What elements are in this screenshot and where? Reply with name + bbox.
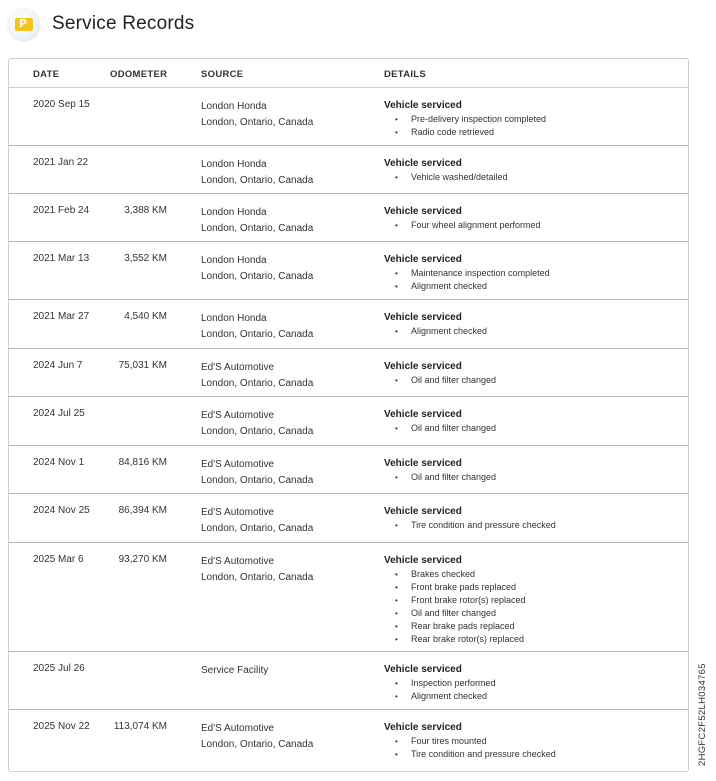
cell-source (201, 99, 313, 131)
table-row (9, 194, 688, 242)
cell-source (201, 408, 313, 440)
cell-source (201, 505, 313, 537)
details-list (384, 113, 546, 139)
details-heading: Vehicle serviced (384, 555, 462, 566)
cell-date: 2024 Nov 1 (33, 457, 85, 468)
details-item: • Inspection performed (384, 677, 496, 690)
header-date: DATE (33, 69, 60, 80)
details-heading: Vehicle serviced (384, 458, 462, 469)
source-name: London Honda (201, 101, 267, 112)
source-name: Ed'S Automotive (201, 507, 275, 518)
cell-odometer: 84,816 KM (118, 457, 167, 468)
details-item: • Oil and filter changed (384, 607, 526, 620)
details-heading: Vehicle serviced (384, 158, 462, 169)
details-item: • Front brake rotor(s) replaced (384, 594, 526, 607)
cell-date: 2024 Jun 7 (33, 360, 83, 371)
details-heading: Vehicle serviced (384, 312, 462, 323)
cell-details (384, 505, 556, 532)
details-item: • Tire condition and pressure checked (384, 748, 556, 761)
details-heading: Vehicle serviced (384, 206, 462, 217)
source-location: London, Ontario, Canada (201, 426, 314, 437)
details-list (384, 267, 550, 293)
details-heading: Vehicle serviced (384, 409, 462, 420)
cell-date: 2025 Nov 22 (33, 721, 90, 732)
source-name: Ed'S Automotive (201, 362, 275, 373)
details-heading: Vehicle serviced (384, 506, 462, 517)
details-list (384, 171, 508, 184)
details-item: • Front brake pads replaced (384, 581, 526, 594)
details-item: • Oil and filter changed (384, 422, 496, 435)
cell-details (384, 253, 550, 293)
cell-details (384, 457, 496, 484)
cell-odometer: 113,074 KM (113, 721, 167, 732)
details-list (384, 735, 556, 761)
details-item: • Alignment checked (384, 690, 496, 703)
cell-source (201, 205, 313, 237)
table-row (9, 397, 688, 446)
details-list (384, 677, 496, 703)
details-item: • Tire condition and pressure checked (384, 519, 556, 532)
cell-source (201, 311, 313, 343)
details-heading: Vehicle serviced (384, 361, 462, 372)
cell-details (384, 157, 508, 184)
cell-source (201, 253, 313, 285)
table-row (9, 494, 688, 543)
details-item: • Rear brake rotor(s) replaced (384, 633, 526, 646)
details-list (384, 422, 496, 435)
table-row (9, 349, 688, 397)
details-heading: Vehicle serviced (384, 722, 462, 733)
details-heading: Vehicle serviced (384, 664, 462, 675)
details-list (384, 519, 556, 532)
cell-odometer: 93,270 KM (118, 554, 167, 565)
cell-details (384, 99, 546, 139)
source-location: London, Ontario, Canada (201, 175, 314, 186)
details-item: • Alignment checked (384, 280, 550, 293)
page-header (8, 6, 194, 42)
source-name: Service Facility (201, 665, 269, 676)
cell-odometer: 4,540 KM (124, 311, 167, 322)
table-row (9, 446, 688, 494)
source-name: London Honda (201, 313, 267, 324)
cell-details (384, 360, 496, 387)
header-source: SOURCE (201, 69, 244, 80)
cell-odometer: 3,552 KM (124, 253, 167, 264)
table-row (9, 652, 688, 710)
cell-details (384, 721, 556, 761)
details-list (384, 471, 496, 484)
details-item: • Oil and filter changed (384, 374, 496, 387)
cell-details (384, 554, 526, 646)
source-location: London, Ontario, Canada (201, 739, 314, 750)
details-heading: Vehicle serviced (384, 254, 462, 265)
cell-date: 2021 Jan 22 (33, 157, 89, 168)
cell-date: 2025 Mar 6 (33, 554, 84, 565)
vin-label: 2HGFC2F52LH034765 (697, 663, 708, 766)
cell-date: 2020 Sep 15 (33, 99, 90, 110)
source-name: Ed'S Automotive (201, 459, 275, 470)
details-item: • Alignment checked (384, 325, 487, 338)
table-row (9, 710, 688, 772)
cell-source (201, 457, 313, 489)
table-row (9, 242, 688, 300)
app-logo-icon (8, 8, 40, 40)
cell-details (384, 408, 496, 435)
cell-odometer: 3,388 KM (124, 205, 167, 216)
details-item: • Oil and filter changed (384, 471, 496, 484)
details-item: • Pre-delivery inspection completed (384, 113, 546, 126)
details-list (384, 325, 487, 338)
cell-date: 2021 Mar 27 (33, 311, 90, 322)
cell-details (384, 663, 496, 703)
cell-source (201, 157, 313, 189)
cell-date: 2024 Nov 25 (33, 505, 90, 516)
details-list (384, 568, 526, 646)
cell-date: 2021 Mar 13 (33, 253, 90, 264)
source-name: London Honda (201, 255, 267, 266)
header-odometer: ODOMETER (110, 69, 168, 80)
page-title: Service Records (52, 13, 195, 34)
cell-details (384, 311, 487, 338)
table-row (9, 543, 688, 652)
details-item: • Radio code retrieved (384, 126, 546, 139)
cell-source (201, 721, 313, 753)
source-location: London, Ontario, Canada (201, 223, 314, 234)
source-name: London Honda (201, 159, 267, 170)
source-name: Ed'S Automotive (201, 723, 275, 734)
source-location: London, Ontario, Canada (201, 378, 314, 389)
details-item: • Brakes checked (384, 568, 526, 581)
table-row (9, 88, 688, 146)
source-name: Ed'S Automotive (201, 556, 275, 567)
table-row (9, 300, 688, 349)
details-item: • Maintenance inspection completed (384, 267, 550, 280)
details-item: • Vehicle washed/detailed (384, 171, 508, 184)
cell-odometer: 86,394 KM (118, 505, 167, 516)
details-list (384, 219, 541, 232)
source-name: Ed'S Automotive (201, 410, 275, 421)
source-location: London, Ontario, Canada (201, 523, 314, 534)
source-location: London, Ontario, Canada (201, 475, 314, 486)
source-name: London Honda (201, 207, 267, 218)
cell-date: 2021 Feb 24 (33, 205, 90, 216)
service-records-table (8, 58, 689, 772)
details-item: • Four tires mounted (384, 735, 556, 748)
cell-date: 2024 Jul 25 (33, 408, 85, 419)
details-item: • Four wheel alignment performed (384, 219, 541, 232)
cell-source (201, 360, 313, 392)
source-location: London, Ontario, Canada (201, 117, 314, 128)
cell-source (201, 554, 313, 586)
table-header (9, 59, 688, 88)
source-location: London, Ontario, Canada (201, 572, 314, 583)
source-location: London, Ontario, Canada (201, 271, 314, 282)
table-row (9, 146, 688, 194)
details-heading: Vehicle serviced (384, 100, 462, 111)
header-details: DETAILS (384, 69, 427, 80)
cell-details (384, 205, 541, 232)
source-location: London, Ontario, Canada (201, 329, 314, 340)
cell-date: 2025 Jul 26 (33, 663, 85, 674)
cell-odometer: 75,031 KM (118, 360, 167, 371)
cell-source (201, 663, 268, 679)
logo-letter-icon: P (19, 17, 28, 30)
details-item: • Rear brake pads replaced (384, 620, 526, 633)
details-list (384, 374, 496, 387)
